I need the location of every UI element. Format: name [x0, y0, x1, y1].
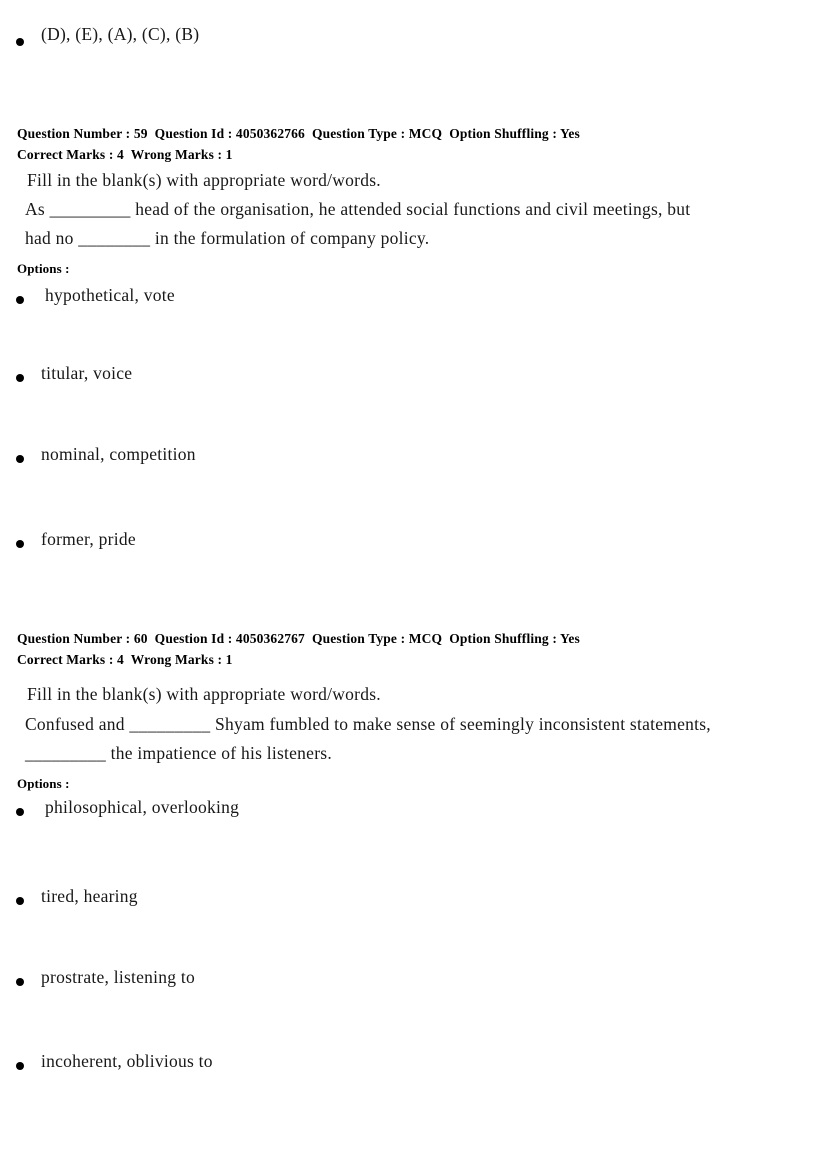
radio-bullet-icon [16, 1062, 24, 1070]
radio-bullet-icon [16, 897, 24, 905]
option-label: incoherent, oblivious to [41, 1051, 213, 1071]
option-label: (D), (E), (A), (C), (B) [41, 24, 200, 44]
option-row[interactable] [16, 363, 132, 383]
question-meta-line-2: Correct Marks : 4 Wrong Marks : 1 [17, 652, 233, 667]
radio-bullet-icon [16, 38, 24, 46]
option-row[interactable] [16, 24, 199, 46]
radio-bullet-icon [16, 808, 24, 816]
question-text-line-1: As _________ head of the organisation, he attended social functions and civil meetings, but [25, 199, 691, 219]
option-row[interactable] [16, 444, 196, 464]
radio-bullet-icon [16, 296, 24, 304]
question-text-line-2: _________ the impatience of his listeners. [25, 743, 332, 763]
question-meta-line-1: Question Number : 59 Question Id : 4050362766 Question Type : MCQ Option Shuffling : Yes [17, 126, 580, 141]
radio-bullet-icon [16, 540, 24, 548]
option-label: titular, voice [41, 363, 133, 383]
radio-bullet-icon [16, 455, 24, 463]
option-row[interactable] [16, 285, 175, 305]
option-label: tired, hearing [41, 886, 138, 906]
option-row[interactable] [16, 797, 239, 817]
options-label: Options : [17, 776, 70, 791]
option-row[interactable] [16, 1051, 213, 1071]
radio-bullet-icon [16, 978, 24, 986]
option-row[interactable] [16, 529, 136, 549]
question-meta-line-1: Question Number : 60 Question Id : 4050362767 Question Type : MCQ Option Shuffling : Yes [17, 631, 580, 646]
question-text-line-2: had no ________ in the formulation of company policy. [25, 228, 430, 248]
option-label: nominal, competition [41, 444, 196, 464]
option-label: philosophical, overlooking [45, 797, 240, 817]
question-instruction: Fill in the blank(s) with appropriate word/words. [27, 684, 381, 704]
option-label: hypothetical, vote [45, 285, 175, 305]
option-label: prostrate, listening to [41, 967, 195, 987]
question-text-line-1: Confused and _________ Shyam fumbled to make sense of seemingly inconsistent statements, [25, 714, 711, 734]
radio-bullet-icon [16, 374, 24, 382]
option-label: former, pride [41, 529, 136, 549]
question-instruction: Fill in the blank(s) with appropriate word/words. [27, 170, 381, 190]
options-label: Options : [17, 261, 70, 276]
option-row[interactable] [16, 886, 138, 906]
option-row[interactable] [16, 967, 195, 987]
question-meta-line-2: Correct Marks : 4 Wrong Marks : 1 [17, 147, 233, 162]
